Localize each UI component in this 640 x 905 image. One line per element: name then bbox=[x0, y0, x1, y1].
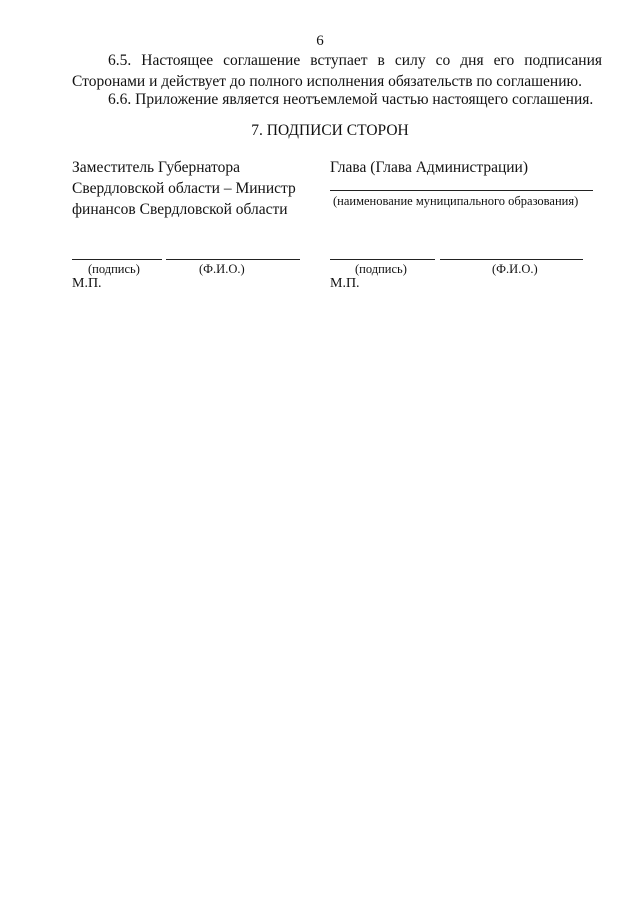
right-party-title-line: Глава (Глава Администрации) bbox=[330, 159, 529, 176]
paragraph-6-6: 6.6. Приложение является неотъемлемой частью настоящего соглашения. bbox=[108, 91, 594, 108]
left-party-title-line: Свердловской области – Министр bbox=[72, 180, 296, 197]
right-name-line[interactable] bbox=[440, 259, 583, 260]
left-signature-line[interactable] bbox=[72, 259, 162, 260]
section-title: 7. ПОДПИСИ СТОРОН bbox=[251, 122, 409, 139]
left-name-label: (Ф.И.О.) bbox=[199, 262, 245, 276]
municipality-name-line[interactable] bbox=[330, 190, 593, 191]
left-name-line[interactable] bbox=[166, 259, 300, 260]
right-signature-label: (подпись) bbox=[355, 262, 407, 276]
right-signature-line[interactable] bbox=[330, 259, 435, 260]
left-party-title-line: Заместитель Губернатора bbox=[72, 159, 240, 176]
paragraph-6-5: 6.5. Настоящее соглашение вступает в силу со дня его подписания Сторонами и действует до полного исполнения обязательств по соглашению. bbox=[72, 52, 602, 90]
left-signature-label: (подпись) bbox=[88, 262, 140, 276]
left-party-title-line: финансов Свердловской области bbox=[72, 201, 288, 218]
right-stamp-label: М.П. bbox=[330, 276, 360, 291]
right-party-title bbox=[330, 157, 610, 178]
page-number: 6 bbox=[316, 33, 324, 49]
left-stamp-label: М.П. bbox=[72, 276, 102, 291]
right-name-label: (Ф.И.О.) bbox=[492, 262, 538, 276]
left-party-title bbox=[72, 157, 312, 220]
municipality-caption: (наименование муниципального образования) bbox=[333, 194, 579, 208]
